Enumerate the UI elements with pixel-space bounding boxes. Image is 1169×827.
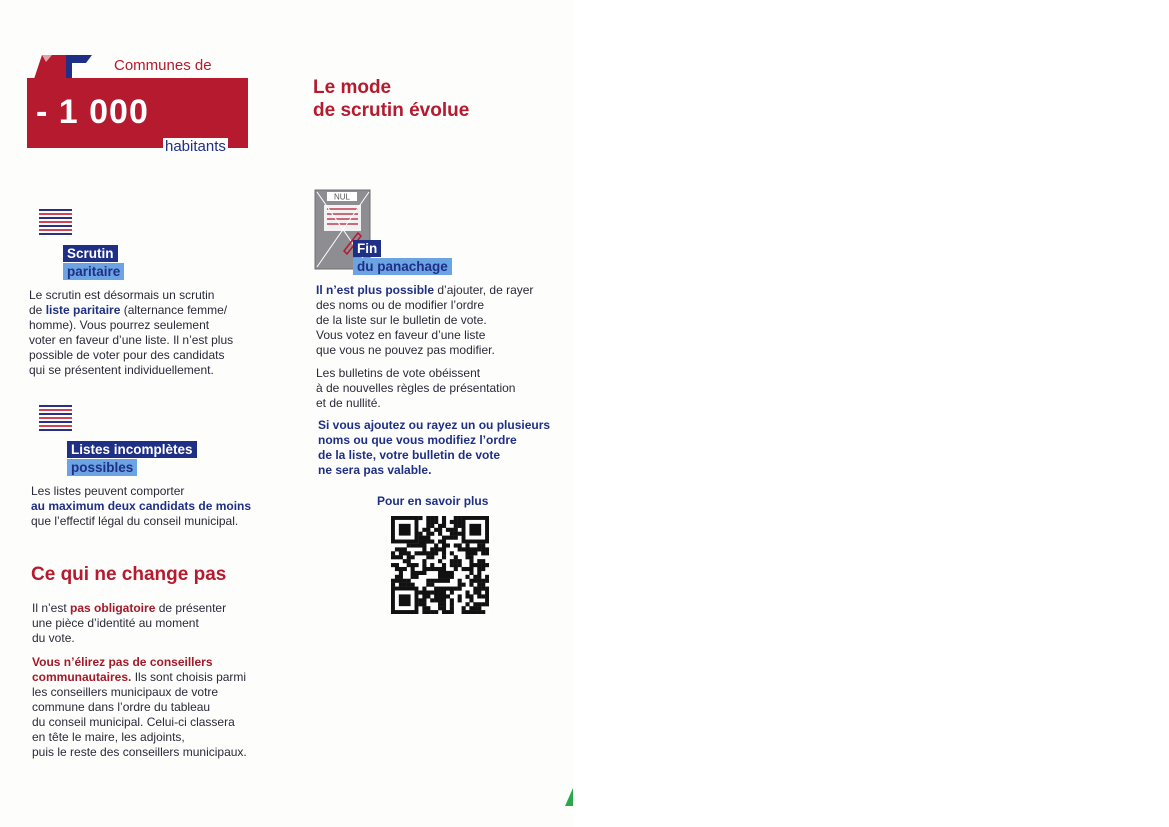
badge-number: - 1 000 bbox=[36, 93, 149, 131]
scrutin-line: homme). Vous pourrez seulement bbox=[29, 318, 210, 332]
panachage-paragraph-2 bbox=[316, 366, 515, 411]
ballot-list-icon bbox=[39, 209, 72, 237]
scrutin-tag bbox=[63, 245, 124, 281]
change-title: Ce qui ne change pas bbox=[31, 564, 227, 585]
listes-line: Les listes peuvent comporter bbox=[31, 484, 185, 498]
badge-bottom-text: habitants bbox=[165, 138, 226, 155]
emphasis: pas obligatoire bbox=[70, 601, 156, 615]
change-paragraph-1 bbox=[32, 601, 226, 646]
emphasis: communautaires. bbox=[32, 670, 132, 684]
null-ballot-label: NUL bbox=[333, 192, 351, 202]
flyer-page bbox=[0, 0, 573, 827]
panachage-tag bbox=[353, 240, 452, 276]
listes-tag bbox=[67, 441, 197, 477]
scrutin-tag-line2: paritaire bbox=[63, 263, 124, 280]
text: de bbox=[29, 303, 46, 317]
panachage-line: de la liste, votre bulletin de vote bbox=[318, 448, 501, 462]
listes-tag-line2: possibles bbox=[67, 459, 137, 476]
panachage-line: et de nullité. bbox=[316, 396, 381, 410]
ballot-list-icon bbox=[39, 405, 72, 433]
panachage-line: ne sera pas valable. bbox=[318, 463, 432, 477]
more-info-label: Pour en savoir plus bbox=[377, 494, 489, 508]
main-title-line1: Le mode bbox=[313, 77, 392, 98]
badge-top-text: Communes de bbox=[114, 57, 212, 74]
qr-code[interactable] bbox=[391, 516, 489, 614]
panachage-line bbox=[316, 283, 533, 298]
change-line bbox=[32, 670, 247, 685]
scrutin-paragraph bbox=[29, 288, 233, 378]
change-line: du conseil municipal. Celui-ci classera bbox=[32, 715, 235, 729]
scrutin-tag-line1: Scrutin bbox=[63, 245, 118, 262]
text: Ils sont choisis parmi bbox=[131, 670, 247, 684]
listes-line: au maximum deux candidats de moins bbox=[31, 499, 252, 513]
panachage-line: des noms ou de modifier l’ordre bbox=[316, 298, 485, 312]
change-line: du vote. bbox=[32, 631, 75, 645]
listes-tag-line1: Listes incomplètes bbox=[67, 441, 197, 458]
change-line: Vous n’élirez pas de conseillers bbox=[32, 655, 213, 669]
change-line: une pièce d’identité au moment bbox=[32, 616, 199, 630]
change-line: les conseillers municipaux de votre bbox=[32, 685, 219, 699]
panachage-line: que vous ne pouvez pas modifier. bbox=[316, 343, 495, 357]
house-roof-icon bbox=[28, 52, 94, 80]
page-edge-mark bbox=[561, 788, 573, 806]
listes-line: que l’effectif légal du conseil municipal. bbox=[31, 514, 239, 528]
panachage-line: Les bulletins de vote obéissent bbox=[316, 366, 481, 380]
panachage-tag-line2: du panachage bbox=[353, 258, 452, 275]
panachage-tag-line1: Fin bbox=[353, 240, 381, 257]
scrutin-line: qui se présentent individuellement. bbox=[29, 363, 214, 377]
emphasis: liste paritaire bbox=[45, 303, 121, 317]
change-paragraph-2 bbox=[32, 655, 247, 760]
scrutin-line: Le scrutin est désormais un scrutin bbox=[29, 288, 215, 302]
text: Il n’est bbox=[32, 601, 71, 615]
change-line bbox=[32, 601, 226, 616]
change-line: puis le reste des conseillers municipaux. bbox=[32, 745, 247, 759]
panachage-line: Vous votez en faveur d’une liste bbox=[316, 328, 486, 342]
change-line: commune dans l’ordre du tableau bbox=[32, 700, 211, 714]
text: (alternance femme/ bbox=[120, 303, 228, 317]
scrutin-line: voter en faveur d’une liste. Il n’est plus bbox=[29, 333, 234, 347]
panachage-line: à de nouvelles règles de présentation bbox=[316, 381, 516, 395]
text: d’ajouter, de rayer bbox=[434, 283, 534, 297]
panachage-line: noms ou que vous modifiez l’ordre bbox=[318, 433, 517, 447]
emphasis: Il n’est plus possible bbox=[316, 283, 435, 297]
main-title bbox=[313, 76, 469, 122]
scrutin-line bbox=[29, 303, 233, 318]
listes-paragraph bbox=[31, 484, 251, 529]
panachage-paragraph-1 bbox=[316, 283, 533, 358]
scrutin-line: possible de voter pour des candidats bbox=[29, 348, 225, 362]
text: de présenter bbox=[155, 601, 227, 615]
panachage-warning bbox=[318, 418, 550, 478]
change-line: en tête le maire, les adjoints, bbox=[32, 730, 185, 744]
panachage-line: Si vous ajoutez ou rayez un ou plusieurs bbox=[318, 418, 551, 432]
main-title-line2: de scrutin évolue bbox=[313, 100, 470, 121]
panachage-line: de la liste sur le bulletin de vote. bbox=[316, 313, 487, 327]
